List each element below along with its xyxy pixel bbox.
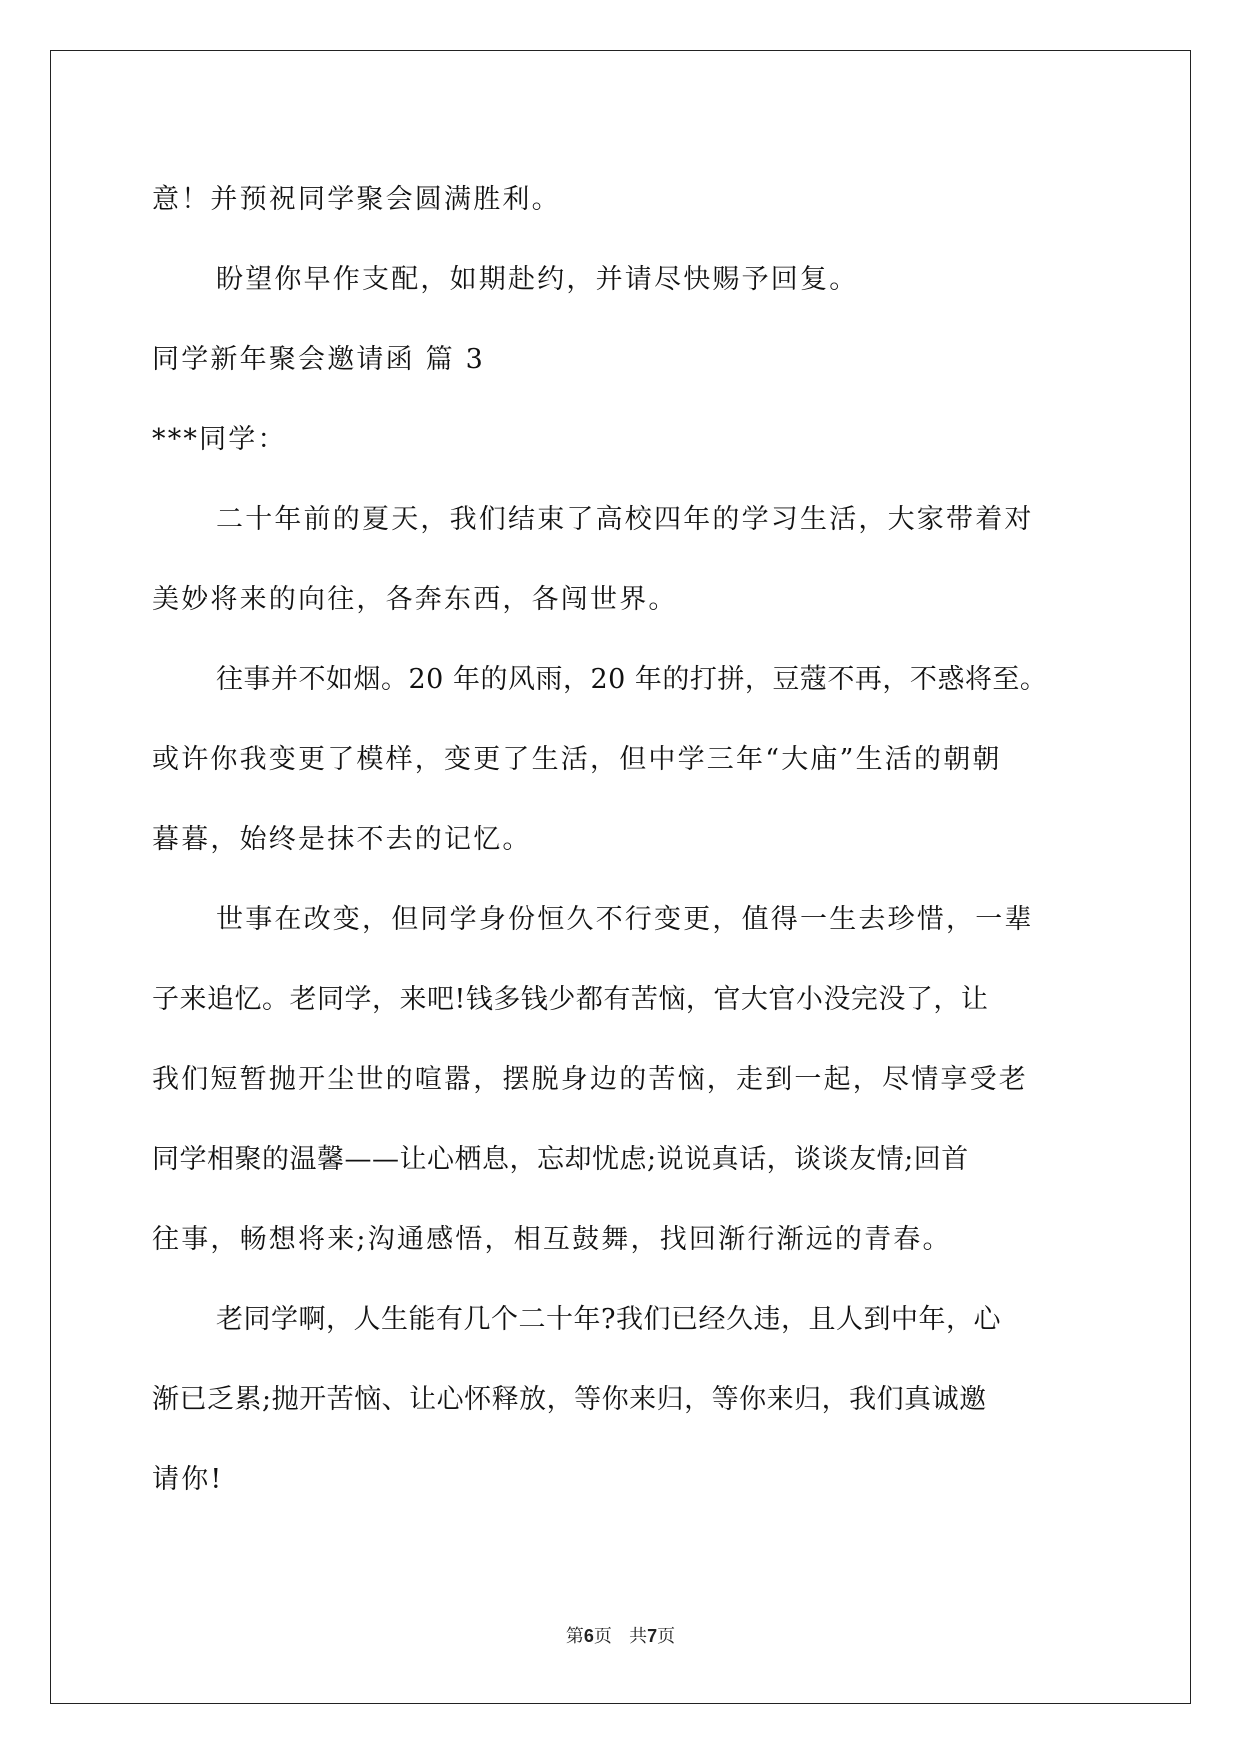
total-page-number: 7 <box>647 1626 658 1646</box>
text-line-6: 美妙将来的向往，各奔东西，各闯世界。 <box>152 584 678 615</box>
section-heading: 同学新年聚会邀请函 篇 3 <box>152 344 485 375</box>
document-body <box>152 160 1088 1520</box>
footer-total-suffix: 页 <box>657 1626 676 1647</box>
text-line-16: 渐已乏累;抛开苦恼、让心怀释放，等你来归，等你来归，我们真诚邀 <box>152 1384 987 1415</box>
text-line-7: 往事并不如烟。20 年的风雨，20 年的打拼，豆蔻不再，不惑将至。 <box>216 664 1048 695</box>
text-line-9: 暮暮，始终是抹不去的记忆。 <box>152 824 532 855</box>
text-line-8: 或许你我变更了模样，变更了生活，但中学三年“大庙”生活的朝朝 <box>152 744 1002 775</box>
text-line-13: 同学相聚的温馨——让心栖息，忘却忧虑;说说真话，谈谈友情;回首 <box>152 1144 969 1175</box>
footer-page-suffix: 页 <box>593 1626 612 1647</box>
footer-prefix: 第 <box>565 1626 584 1647</box>
text-line-10: 世事在改变，但同学身份恒久不行变更，值得一生去珍惜，一辈 <box>216 904 1034 935</box>
text-line-5: 二十年前的夏天，我们结束了高校四年的学习生活，大家带着对 <box>216 504 1034 535</box>
text-line-11: 子来追忆。老同学，来吧!钱多钱少都有苦恼，官大官小没完没了，让 <box>152 984 989 1015</box>
page-footer <box>0 1622 1241 1648</box>
text-line-2: 盼望你早作支配，如期赴约，并请尽快赐予回复。 <box>216 264 859 295</box>
text-line-14: 往事，畅想将来;沟通感悟，相互鼓舞，找回渐行渐远的青春。 <box>152 1224 952 1255</box>
current-page-number: 6 <box>583 1626 594 1646</box>
text-line-15: 老同学啊，人生能有几个二十年?我们已经久违，且人到中年，心 <box>216 1304 1001 1335</box>
footer-total-prefix: 共 <box>629 1626 648 1647</box>
text-line-1: 意！并预祝同学聚会圆满胜利。 <box>152 184 561 215</box>
text-line-12: 我们短暂抛开尘世的喧嚣，摆脱身边的苦恼，走到一起，尽情享受老 <box>152 1064 1028 1095</box>
salutation: ***同学： <box>152 424 287 455</box>
text-line-17: 请你! <box>152 1464 224 1495</box>
